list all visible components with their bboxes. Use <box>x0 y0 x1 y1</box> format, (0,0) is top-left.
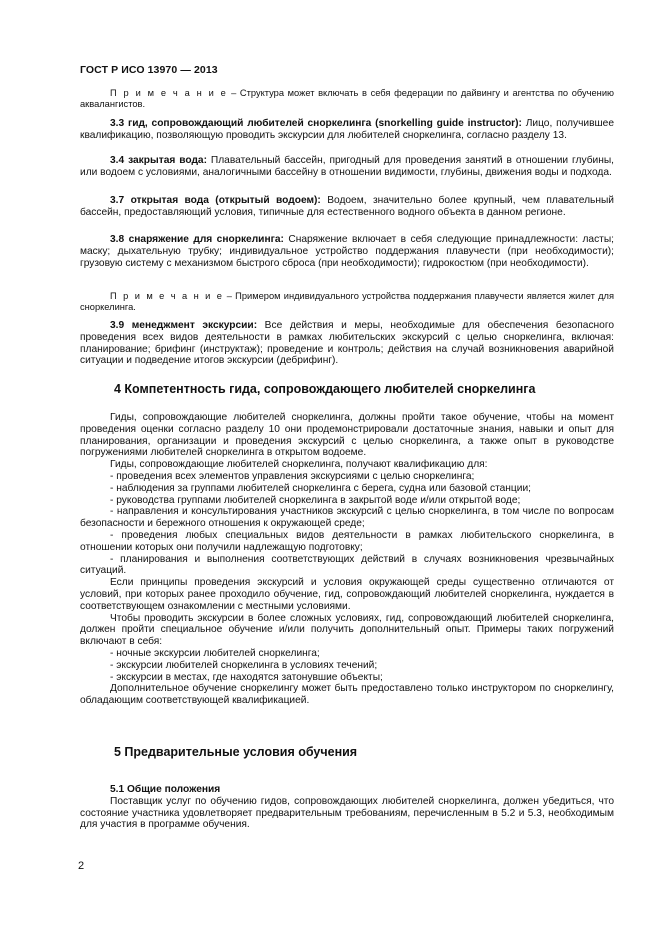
definition-3-7 <box>80 195 614 219</box>
term-3-3: 3.3 гид, сопровождающий любителей сноркелинга (snorkelling guide instructor): <box>110 118 522 129</box>
note-label: П р и м е ч а н и е <box>110 88 228 98</box>
definition-3-4 <box>80 155 614 179</box>
section-4-title: 4 Компетентность гида, сопровождающего любителей сноркелинга <box>114 382 536 396</box>
list-item: - ночные экскурсии любителей сноркелинга; <box>110 647 320 659</box>
section-4-heading <box>80 382 614 396</box>
section-4-paragraph-4: Чтобы проводить экскурсии в более сложных условиях, гид, сопровождающий любителей сноркелинга, должен пройти специальное обучение и/или получить дополнительный опыт. Примеры таких погружений включают в себя: <box>80 612 614 648</box>
section-4-body <box>80 412 614 707</box>
list-item: - экскурсии в местах, где находятся затонувшие объекты; <box>110 671 383 683</box>
section-4-paragraph-1: Гиды, сопровождающие любителей сноркелинга, должны пройти такое обучение, чтобы на момент проведения оценки согласно разделу 10 они продемонстрировали достаточные знания, навыки и опыт для планирования, организации и проведения экскурсий с целью сноркелинга, а также опыт в руководстве погружениями любителей сноркелинга в открытом водоеме. <box>80 412 614 459</box>
note-2-text: – Примером индивидуального устройства поддержания плавучести является жилет для сноркелинга. <box>80 291 614 312</box>
section-5-title: 5 Предварительные условия обучения <box>114 745 358 759</box>
list-item: - проведения всех элементов управления экскурсиями с целью сноркелинга; <box>110 470 475 482</box>
definition-3-9 <box>80 320 614 367</box>
list-item: - проведения любых специальных видов деятельности в рамках любительского сноркелинга, в отношении которых они получили надлежащую подготовку; <box>80 529 614 553</box>
definition-3-9-text: Все действия и меры, необходимые для обеспечения безопасного проведения всех видов деятельности в рамках любительских экскурсий с целью сноркелинга, включая: планирование; брифинг (инструктаж); проведение и контроль; действия на случай возникновения аварийной ситуации и подведение итогов экскурсии (дебрифинг). <box>80 320 615 367</box>
list-item: - направления и консультирования участников экскурсий с целью сноркелинга, в том числе по вопросам безопасности и бережного отношения к окружающей среде; <box>80 506 614 530</box>
term-3-8: 3.8 снаряжение для сноркелинга: <box>110 234 284 245</box>
term-3-7: 3.7 открытая вода (открытый водоем): <box>110 195 321 206</box>
subsection-5-1-text: Поставщик услуг по обучению гидов, сопровождающих любителей сноркелинга, должен убедиться, что состояние участника удовлетворяет предварительным требованиям, перечисленным в 5.2 и 5.3, необходимым для участия в программе обучения. <box>80 795 614 831</box>
list-item: - наблюдения за группами любителей сноркелинга с берега, судна или базовой станции; <box>110 482 531 494</box>
section-4-paragraph-2: Гиды, сопровождающие любителей сноркелинга, получают квалификацию для: <box>110 459 488 471</box>
term-3-9: 3.9 менеджмент экскурсии: <box>110 320 258 331</box>
note-1-text: – Структура может включать в себя федерации по дайвингу и агентства по обучению аквалангистов. <box>80 88 614 109</box>
section-5-heading <box>80 745 614 759</box>
page-number: 2 <box>78 860 85 872</box>
list-item: - планирования и выполнения соответствующих действий в случаях возникновения чрезвычайных ситуаций. <box>80 553 614 577</box>
section-4-paragraph-3: Если принципы проведения экскурсий и условия окружающей среды существенно отличаются от условий, при которых ранее проходило обучение, гид, сопровождающий любителей сноркелинга, нуждается в соответствующем ознакомлении с местными условиями. <box>80 577 614 612</box>
definition-3-3 <box>80 118 614 142</box>
list-item: - экскурсии любителей сноркелинга в условиях течений; <box>110 659 378 671</box>
note-label-2: П р и м е ч а н и е <box>110 291 224 301</box>
definition-3-3-text: Лицо, получившее квалификацию, позволяющую проводить экскурсии для любителей сноркелинга, согласно разделу 13. <box>80 118 614 141</box>
definition-3-4-text: Плавательный бассейн, пригодный для проведения занятий в отношении глубины, или водоем с условиями, аналогичными бассейну в отношении видимости, глубины, движения воды и подхода. <box>80 155 614 178</box>
note-2 <box>80 291 614 312</box>
definition-3-8-text: Снаряжение включает в себя следующие принадлежности: ласты; маску; дыхательную трубку; индивидуальное устройство поддержания плавучести (при необходимости); грузовую систему с механизмом быстрого сброса (при необходимости); гидрокостюм (при необходимости). <box>80 234 614 269</box>
section-4-paragraph-5: Дополнительное обучение сноркелингу может быть предоставлено только инструктором по сноркелингу, обладающим соответствующей квалификацией. <box>80 683 614 707</box>
note-1 <box>80 88 614 109</box>
term-3-4: 3.4 закрытая вода: <box>110 155 207 166</box>
subsection-5-1-title: 5.1 Общие положения <box>110 784 221 795</box>
list-item: - руководства группами любителей сноркелинга в закрытой воде и/или открытой воде; <box>110 494 521 506</box>
definition-3-8 <box>80 234 614 269</box>
section-5-1 <box>80 784 614 831</box>
document-header: ГОСТ Р ИСО 13970 — 2013 <box>80 64 218 76</box>
definition-3-7-text: Водоем, значительно более крупный, чем плавательный бассейн, предоставляющий условия, типичные для естественного водного объекта в данном регионе. <box>80 195 614 218</box>
